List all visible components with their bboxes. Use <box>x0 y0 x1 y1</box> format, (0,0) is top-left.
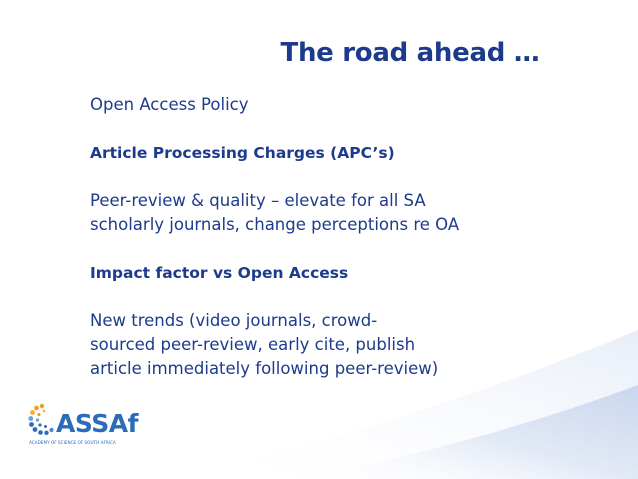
paragraph-line: Peer-review & quality – elevate for all SA <box>90 191 426 210</box>
paragraph-impact-factor <box>90 261 630 285</box>
paragraph-peer-review <box>90 189 630 237</box>
paragraph-new-trends <box>90 309 630 381</box>
paragraph-line: Impact factor vs Open Access <box>90 264 349 282</box>
paragraph-line: article immediately following peer-review) <box>90 359 439 378</box>
paragraph-apc <box>90 141 630 165</box>
slide-title: The road ahead … <box>280 38 540 68</box>
logo-tagline: ACADEMY OF SCIENCE OF SOUTH AFRICA <box>29 440 116 445</box>
paragraph-line: sourced peer-review, early cite, publish <box>90 335 416 354</box>
slide-body <box>90 93 630 405</box>
paragraph-line: Article Processing Charges (APC’s) <box>90 144 395 162</box>
assaf-logo <box>28 402 178 454</box>
logo-wordmark: ASSAf <box>56 409 138 438</box>
paragraph-line: scholarly journals, change perceptions re OA <box>90 215 460 234</box>
paragraph-open-access-policy <box>90 93 630 117</box>
paragraph-line: New trends (video journals, crowd- <box>90 311 378 330</box>
dotted-ring-logo-icon <box>28 404 53 435</box>
paragraph-line: Open Access Policy <box>90 95 249 114</box>
